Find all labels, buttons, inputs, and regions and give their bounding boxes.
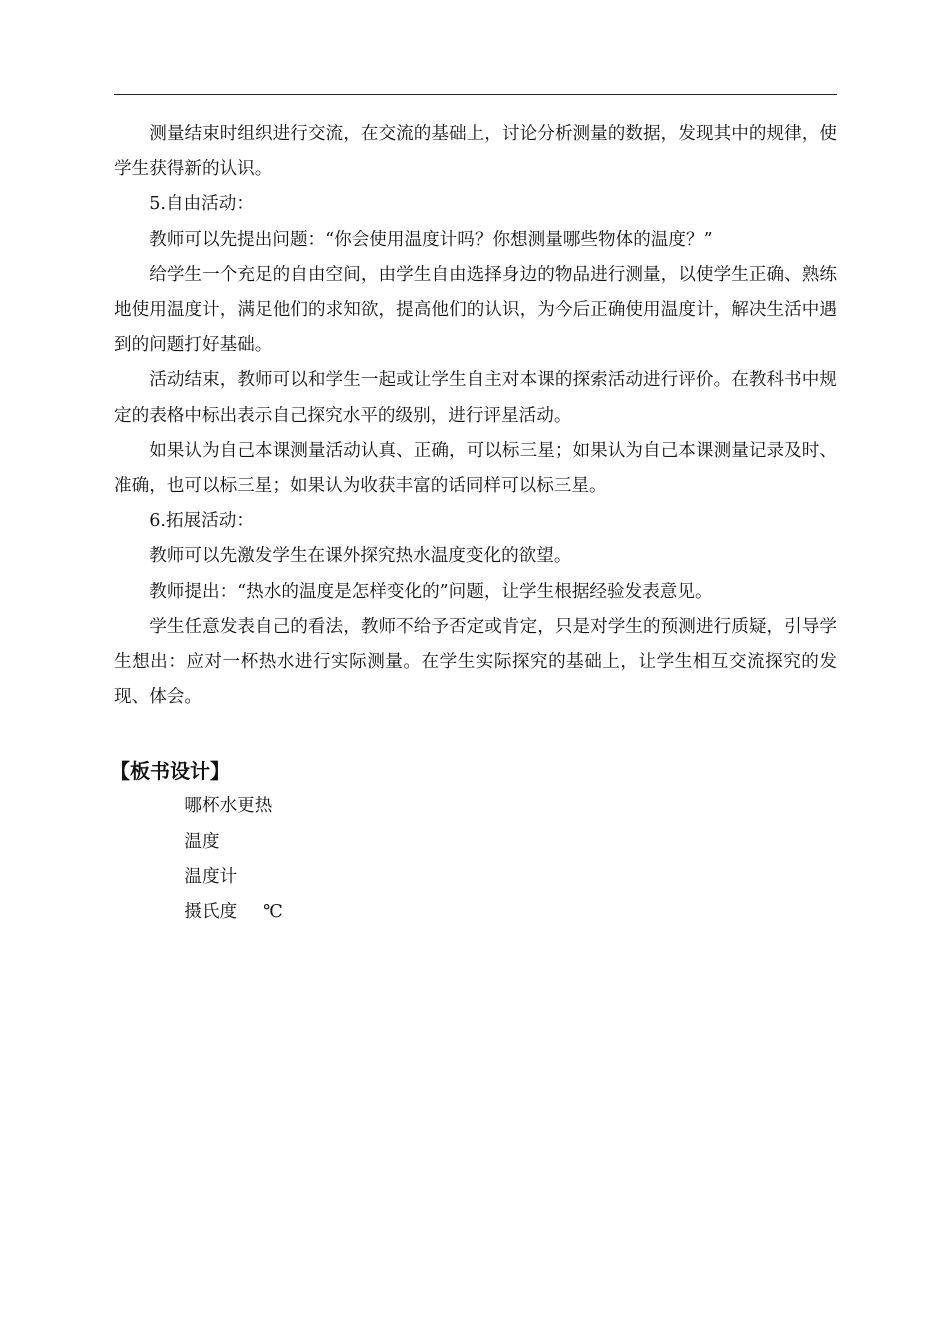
- board-item: 哪杯水更热: [184, 796, 273, 817]
- paragraph: 给学生一个充足的自由空间，由学生自由选择身边的物品进行测量，以使学生正确、熟练地使用温度计，满足他们的求知欲，提高他们的认识，为今后正确使用温度计，解决生活中遇到的问题打好基础。: [114, 264, 837, 356]
- paragraph-heading: 6.拓展活动：: [149, 511, 254, 532]
- board-item-unit: [114, 895, 837, 930]
- paragraph-heading: 5.自由活动：: [149, 194, 254, 215]
- paragraph: 测量结束时组织进行交流，在交流的基础上，讨论分析测量的数据，发现其中的规律，使学生获得新的认识。: [114, 124, 837, 180]
- header-rule: [114, 94, 837, 95]
- paragraph: 活动结束，教师可以和学生一起或让学生自主对本课的探索活动进行评价。在教科书中规定的表格中标出表示自己探究水平的级别，进行评星活动。: [114, 370, 837, 426]
- unit-symbol: ℃: [263, 902, 283, 923]
- paragraph: 学生任意发表自己的看法，教师不给予否定或肯定，只是对学生的预测进行质疑，引导学生想出：应对一杯热水进行实际测量。在学生实际探究的基础上，让学生相互交流探究的发现、体会。: [114, 616, 837, 708]
- unit-name: 摄氏度: [184, 902, 238, 923]
- section-spacer: [114, 715, 837, 753]
- board-item: 温度: [184, 831, 220, 852]
- paragraph: 教师可以先提出问题：“你会使用温度计吗？你想测量哪些物体的温度？”: [149, 229, 713, 250]
- paragraph: 教师可以先激发学生在课外探究热水温度变化的欲望。: [149, 546, 572, 567]
- document-content: [110, 117, 837, 930]
- board-design-title: 【板书设计】: [110, 759, 230, 784]
- board-item: 温度计: [184, 866, 238, 887]
- paragraph: 教师提出：“热水的温度是怎样变化的”问题，让学生根据经验发表意见。: [149, 581, 713, 602]
- paragraph: 如果认为自己本课测量活动认真、正确，可以标三星；如果认为自己本课测量记录及时、准确，也可以标三星；如果认为收获丰富的话同样可以标三星。: [114, 440, 837, 497]
